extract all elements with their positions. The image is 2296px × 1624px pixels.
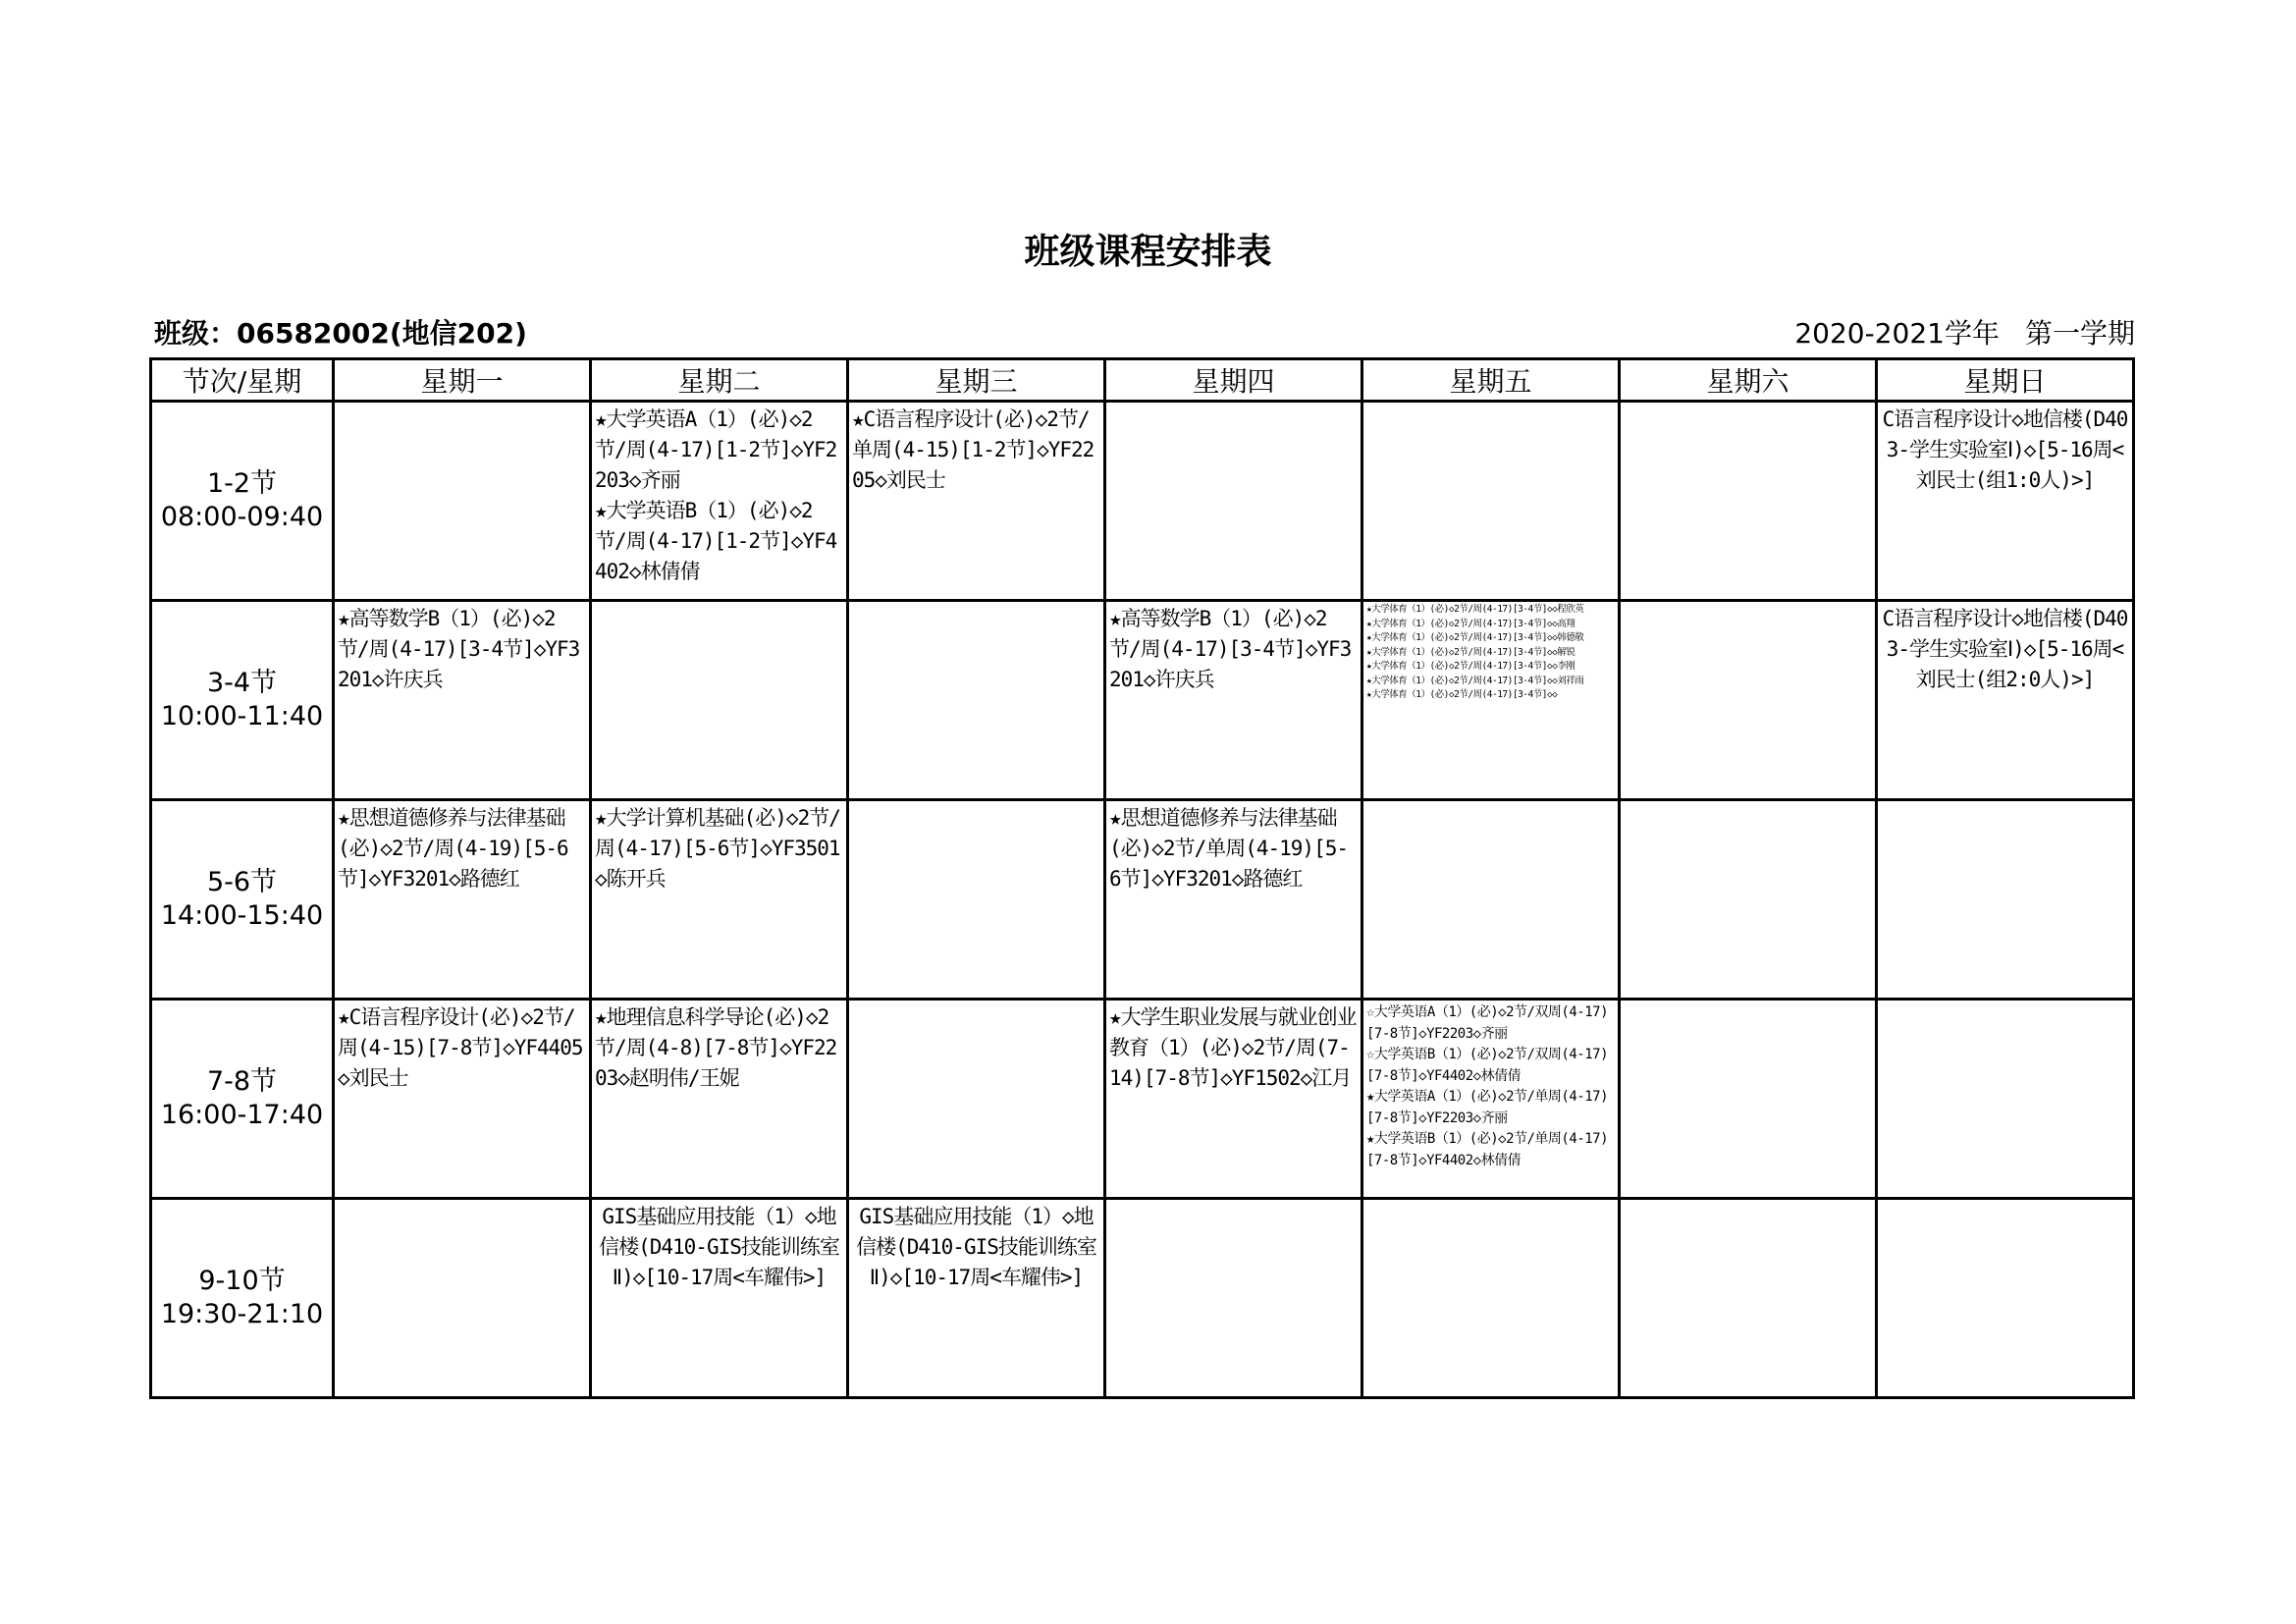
cell-sunday [1877,800,2134,1000]
course-entry: ★大学计算机基础(必)◇2节/周(4-17)[5-6节]◇YF3501◇陈开兵 [595,806,840,891]
cell-wednesday [848,402,1105,601]
course-entry: ☆大学英语B（1）(必)◇2节/双周(4-17)[7-8节]◇YF4402◇林倩倩 [1366,1047,1609,1084]
cell-wednesday [848,800,1105,1000]
course-entry: C语言程序设计◇地信楼(D403-学生实验室Ⅰ)◇[5-16周<刘民士(组1:0人)>] [1882,407,2128,492]
schedule-row [151,402,2134,601]
cell-monday [334,1000,591,1199]
schedule-row [151,601,2134,800]
cell-friday [1362,1000,1620,1199]
period-label: 5-6节 [206,867,278,897]
cell-friday [1362,601,1620,800]
period-label: 9-10节 [198,1266,286,1296]
period-time: 10:00-11:40 [160,701,324,731]
course-entry: ★大学英语B（1）(必)◇2节/周(4-17)[1-2节]◇YF4402◇林倩倩 [595,499,837,583]
cell-thursday [1105,601,1362,800]
course-entry: ★高等数学B（1）(必)◇2节/周(4-17)[3-4节]◇YF3201◇许庆兵 [338,607,580,691]
schedule-row [151,1199,2134,1398]
cell-saturday [1620,1000,1877,1199]
header-wednesday: 星期三 [848,359,1105,402]
cell-tuesday [591,1000,848,1199]
header-period: 节次/星期 [151,359,334,402]
course-entry: ★高等数学B（1）(必)◇2节/周(4-17)[3-4节]◇YF3201◇许庆兵 [1109,607,1352,691]
cell-thursday [1105,1199,1362,1398]
class-label: 班级：06582002(地信202) [154,317,527,350]
course-entry: ★大学体育（1）(必)◇2节/周(4-17)[3-4节]◇◇ [1366,689,1558,700]
header-tuesday: 星期二 [591,359,848,402]
cell-wednesday [848,1199,1105,1398]
cell-tuesday [591,402,848,601]
course-entry: ★C语言程序设计(必)◇2节/周(4-15)[7-8节]◇YF4405◇刘民士 [338,1005,583,1090]
cell-thursday [1105,800,1362,1000]
period-cell [151,601,334,800]
course-entry: ★大学英语A（1）(必)◇2节/周(4-17)[1-2节]◇YF2203◇齐丽 [595,407,837,492]
term-info [1794,312,2135,352]
cell-friday [1362,402,1620,601]
course-entry: GIS基础应用技能（1）◇地信楼(D410-GIS技能训练室Ⅱ)◇[10-17周<车耀伟>] [599,1205,839,1289]
course-entry: ★大学体育（1）(必)◇2节/周(4-17)[3-4节]◇◇程欣英 [1366,604,1584,615]
cell-saturday [1620,1199,1877,1398]
cell-saturday [1620,402,1877,601]
course-entry: ★大学体育（1）(必)◇2节/周(4-17)[3-4节]◇◇刘祥雨 [1366,675,1584,686]
header-thursday: 星期四 [1105,359,1362,402]
period-time: 19:30-21:10 [160,1299,324,1329]
course-entry: ★思想道德修养与法律基础(必)◇2节/周(4-19)[5-6节]◇YF3201◇路德红 [338,806,568,891]
cell-thursday [1105,1000,1362,1199]
header-monday: 星期一 [334,359,591,402]
cell-monday [334,402,591,601]
course-entry: ★思想道德修养与法律基础(必)◇2节/单周(4-19)[5-6节]◇YF3201◇路德红 [1109,806,1349,891]
course-entry: ★大学体育（1）(必)◇2节/周(4-17)[3-4节]◇◇解锐 [1366,646,1575,658]
period-cell [151,1000,334,1199]
course-entry: GIS基础应用技能（1）◇地信楼(D410-GIS技能训练室Ⅱ)◇[10-17周<车耀伟>] [856,1205,1096,1289]
page-title: 班级课程安排表 [1024,232,1272,272]
cell-friday [1362,800,1620,1000]
cell-monday [334,601,591,800]
cell-monday [334,800,591,1000]
cell-sunday [1877,1199,2134,1398]
course-entry: ☆大学英语A（1）(必)◇2节/双周(4-17)[7-8节]◇YF2203◇齐丽 [1366,1004,1609,1042]
cell-tuesday [591,601,848,800]
course-entry: ★地理信息科学导论(必)◇2节/周(4-8)[7-8节]◇YF2203◇赵明伟/王妮 [595,1005,837,1090]
schedule-table [149,357,2135,1399]
course-entry: ★大学体育（1）(必)◇2节/周(4-17)[3-4节]◇◇韩德敬 [1366,632,1584,643]
cell-friday [1362,1199,1620,1398]
cell-tuesday [591,800,848,1000]
period-time: 16:00-17:40 [160,1100,324,1130]
period-label: 3-4节 [206,668,278,698]
cell-saturday [1620,601,1877,800]
header-sunday: 星期日 [1877,359,2134,402]
period-cell [151,402,334,601]
cell-tuesday [591,1199,848,1398]
period-time: 14:00-15:40 [160,900,324,931]
course-entry: ★大学英语B（1）(必)◇2节/单周(4-17)[7-8节]◇YF4402◇林倩倩 [1366,1131,1609,1168]
schedule-row [151,800,2134,1000]
cell-thursday [1105,402,1362,601]
cell-wednesday [848,601,1105,800]
header-friday: 星期五 [1362,359,1620,402]
period-time: 08:00-09:40 [160,502,324,532]
course-entry: C语言程序设计◇地信楼(D403-学生实验室Ⅰ)◇[5-16周<刘民士(组2:0人)>] [1882,607,2128,691]
header-saturday: 星期六 [1620,359,1877,402]
period-cell [151,800,334,1000]
cell-sunday [1877,601,2134,800]
cell-monday [334,1199,591,1398]
cell-wednesday [848,1000,1105,1199]
cell-sunday [1877,1000,2134,1199]
schedule-body [151,402,2134,1398]
academic-year: 2020-2021学年 [1794,317,2000,350]
cell-sunday [1877,402,2134,601]
period-label: 7-8节 [206,1066,278,1097]
course-entry: ★大学体育（1）(必)◇2节/周(4-17)[3-4节]◇◇李刚 [1366,661,1575,672]
course-entry: ★C语言程序设计(必)◇2节/单周(4-15)[1-2节]◇YF2205◇刘民士 [852,407,1095,492]
course-entry: ★大学生职业发展与就业创业教育（1）(必)◇2节/周(7-14)[7-8节]◇YF1502◇江月 [1109,1005,1357,1090]
course-entry: ★大学体育（1）(必)◇2节/周(4-17)[3-4节]◇◇高翔 [1366,618,1575,629]
period-cell [151,1199,334,1398]
cell-saturday [1620,800,1877,1000]
semester: 第一学期 [2024,317,2135,350]
header-row [151,359,2134,402]
period-label: 1-2节 [206,468,278,499]
course-entry: ★大学英语A（1）(必)◇2节/单周(4-17)[7-8节]◇YF2203◇齐丽 [1366,1089,1609,1126]
schedule-row [151,1000,2134,1199]
